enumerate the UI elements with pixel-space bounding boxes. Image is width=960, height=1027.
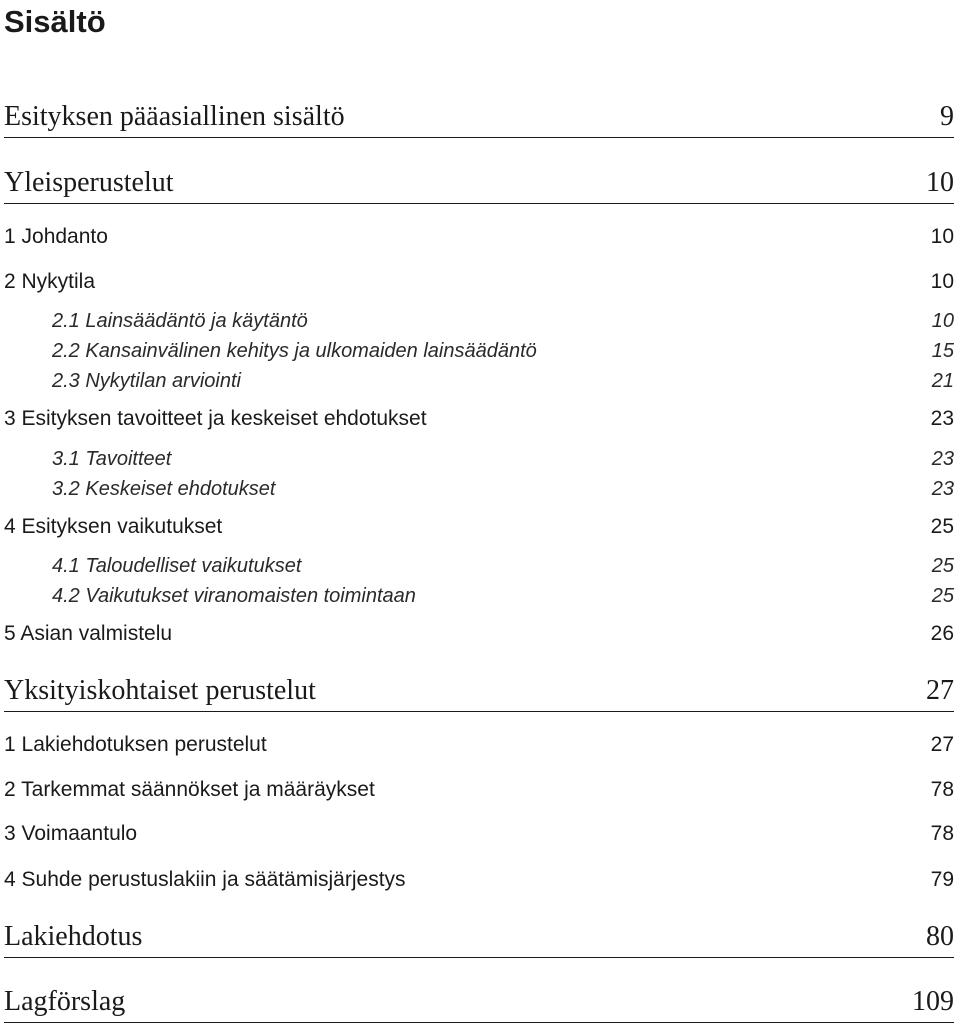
- toc-page-number: 80: [926, 921, 954, 952]
- toc-subsection[interactable]: [4, 553, 954, 579]
- toc-entry-label: 3.1 Tavoitteet: [52, 448, 172, 470]
- toc-subsection[interactable]: [4, 368, 954, 394]
- toc-entry-label: 2.2 Kansainvälinen kehitys ja ulkomaiden lainsäädäntö: [52, 340, 537, 362]
- toc-page-number: 10: [930, 270, 954, 293]
- toc-page-number: 23: [931, 478, 954, 500]
- toc-chapter[interactable]: [4, 866, 954, 894]
- toc-chapter[interactable]: [4, 405, 954, 433]
- toc-page-number: 26: [930, 622, 954, 645]
- toc-page-number: 9: [940, 101, 954, 132]
- toc-entry-label: Yksityiskohtaiset perustelut: [4, 675, 316, 706]
- toc-page-number: 27: [926, 675, 954, 706]
- toc-page-number: 78: [930, 778, 954, 801]
- toc-entry-label: Yleisperustelut: [4, 167, 174, 198]
- toc-page-number: 25: [930, 515, 954, 538]
- toc-subsection[interactable]: [4, 338, 954, 364]
- toc-entry-label: Esityksen pääasiallinen sisältö: [4, 101, 345, 132]
- toc-entry-label: 4.2 Vaikutukset viranomaisten toimintaan: [52, 585, 416, 607]
- toc-page-number: 27: [930, 733, 954, 756]
- toc-entry-label: Lagförslag: [4, 986, 126, 1017]
- toc-section-detailed-grounds[interactable]: [4, 671, 954, 712]
- toc-entry-label: 3.2 Keskeiset ehdotukset: [52, 478, 276, 500]
- toc-subsection[interactable]: [4, 308, 954, 334]
- toc-subsection[interactable]: [4, 583, 954, 609]
- toc-entry-label: 3 Esityksen tavoitteet ja keskeiset ehdotukset: [4, 407, 427, 430]
- toc-page-number: 10: [931, 310, 954, 332]
- toc-page-number: 79: [930, 868, 954, 891]
- toc-page-number: 10: [930, 225, 954, 248]
- toc-entry-label: 4 Suhde perustuslakiin ja säätämisjärjestys: [4, 868, 406, 891]
- toc-entry-label: Lakiehdotus: [4, 921, 143, 952]
- toc-page-number: 25: [931, 585, 954, 607]
- toc-chapter[interactable]: [4, 820, 954, 848]
- toc-section-bill[interactable]: [4, 917, 954, 958]
- toc-section-general-grounds[interactable]: [4, 163, 954, 204]
- toc-entry-label: 4 Esityksen vaikutukset: [4, 515, 223, 538]
- toc-chapter[interactable]: [4, 268, 954, 296]
- toc-chapter[interactable]: [4, 731, 954, 759]
- toc-entry-label: 2.3 Nykytilan arviointi: [52, 370, 241, 392]
- toc-section-bill-swedish[interactable]: [4, 982, 954, 1023]
- toc-chapter[interactable]: [4, 223, 954, 251]
- toc-entry-label: 3 Voimaantulo: [4, 822, 138, 845]
- page-title: Sisältö: [4, 4, 106, 39]
- toc-page-number: 23: [930, 407, 954, 430]
- toc-entry-label: 2 Tarkemmat säännökset ja määräykset: [4, 778, 375, 801]
- toc-chapter[interactable]: [4, 776, 954, 804]
- toc-page-number: 10: [926, 167, 954, 198]
- toc-entry-label: 2 Nykytila: [4, 270, 96, 293]
- toc-entry-label: 1 Johdanto: [4, 225, 108, 248]
- toc-subsection[interactable]: [4, 476, 954, 502]
- toc-section-main-content[interactable]: [4, 97, 954, 138]
- toc-entry-label: 1 Lakiehdotuksen perustelut: [4, 733, 267, 756]
- toc-subsection[interactable]: [4, 446, 954, 472]
- toc-page-number: 21: [931, 370, 954, 392]
- toc-entry-label: 5 Asian valmistelu: [4, 622, 173, 645]
- toc-page-number: 23: [931, 448, 954, 470]
- toc-page-number: 109: [912, 986, 954, 1017]
- toc-chapter[interactable]: [4, 513, 954, 541]
- toc-entry-label: 4.1 Taloudelliset vaikutukset: [52, 555, 302, 577]
- toc-entry-label: 2.1 Lainsäädäntö ja käytäntö: [52, 310, 308, 332]
- toc-page-number: 25: [931, 555, 954, 577]
- toc-page-number: 78: [930, 822, 954, 845]
- toc-page-number: 15: [931, 340, 954, 362]
- toc-chapter[interactable]: [4, 620, 954, 648]
